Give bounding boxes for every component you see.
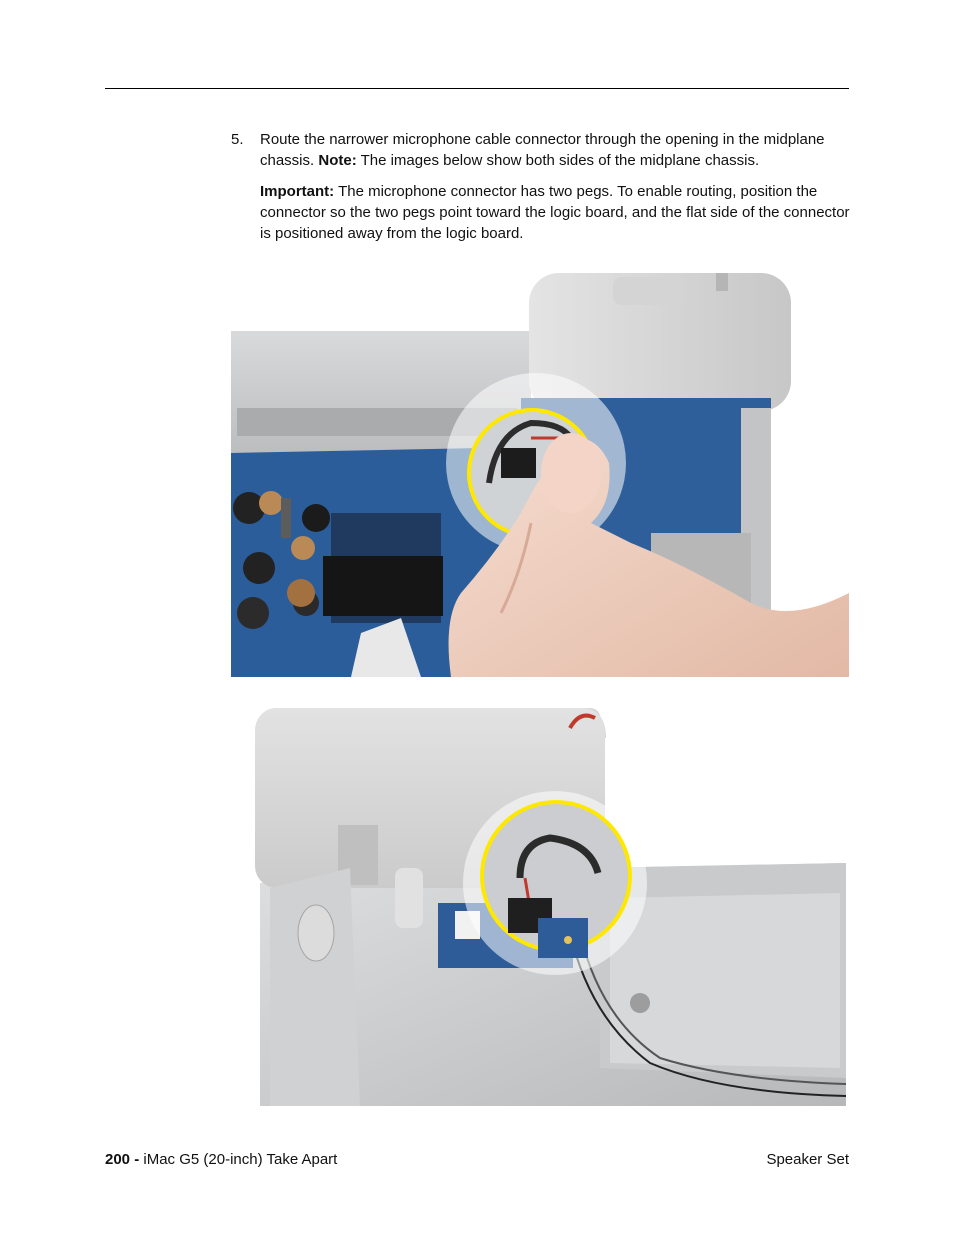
note-text: The images below show both sides of the midplane chassis. [356,152,760,169]
step-main-text: Route the narrower microphone cable connector through the opening in the midplane chassis. [260,131,825,169]
step-body [260,129,851,244]
photo-back-midplane-side [250,708,846,1106]
photo-front-logic-board-side [231,273,849,677]
note-label: Note: [318,152,357,169]
important-text: The microphone connector has two pegs. To enable routing, position the connector so the two pegs point toward the logic board, and the flat side of the connector is positioned away from the logic board. [260,183,850,242]
step-5 [231,129,851,244]
footer-left [105,1151,337,1169]
step-number: 5. [231,131,244,148]
step-instruction [260,129,851,171]
important-label: Important: [260,183,335,200]
section-name: Speaker Set [766,1151,849,1168]
important-paragraph [260,181,851,244]
manual-title: iMac G5 (20-inch) Take Apart [143,1151,338,1168]
page-number: 200 - [105,1151,140,1168]
header-rule [105,88,849,89]
